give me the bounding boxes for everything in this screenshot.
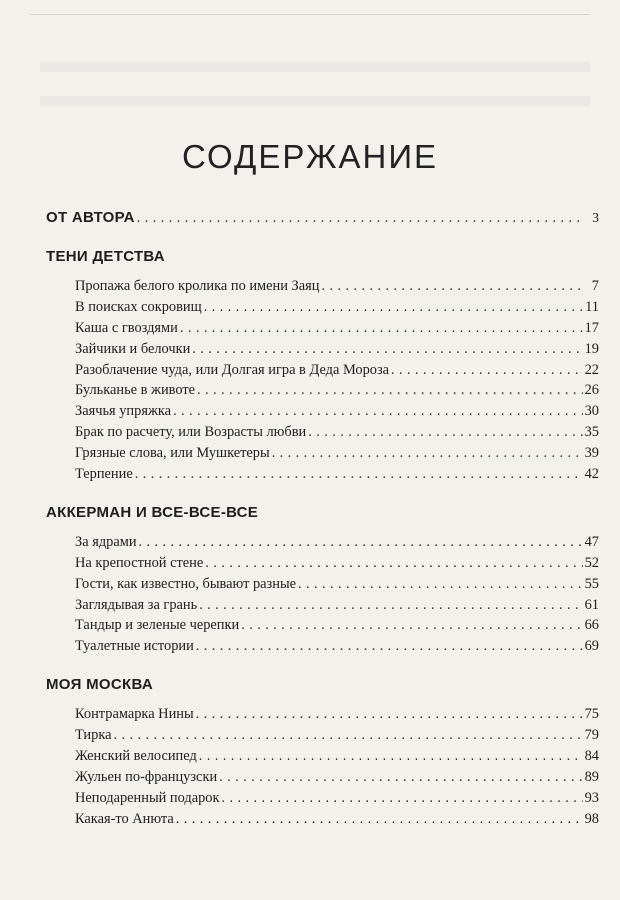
dot-leader: [197, 380, 583, 401]
dot-leader: [180, 318, 583, 339]
dot-leader: [139, 532, 583, 553]
dot-leader: [199, 746, 583, 767]
toc-entry-title: Зайчики и белочки: [75, 340, 191, 357]
toc-entry: [46, 615, 599, 636]
toc-preface-label: ОТ АВТОРА: [46, 209, 135, 226]
dot-leader: [272, 443, 583, 464]
toc-entry: [46, 574, 599, 595]
dot-leader: [135, 464, 583, 485]
toc-entry: [46, 767, 599, 788]
page-top-rule: [30, 14, 590, 15]
toc-entry-page: 84: [584, 748, 599, 765]
toc-entry-page: 66: [584, 617, 599, 634]
toc-entry-page: 11: [585, 298, 599, 315]
toc-entry-title: За ядрами: [75, 533, 137, 550]
toc-entry: [46, 443, 599, 464]
dot-leader: [137, 205, 585, 231]
toc-entry: [46, 464, 599, 485]
toc-entry-page: 19: [584, 340, 599, 357]
toc-section: [46, 672, 599, 829]
toc-entry-title: Грязные слова, или Мушкетеры: [75, 445, 270, 462]
toc-section-title: МОЯ МОСКВА: [46, 676, 153, 694]
page-title: СОДЕРЖАНИЕ: [181, 138, 439, 175]
toc-section-title: ТЕНИ ДЕТСТВА: [46, 248, 165, 265]
toc-entry-page: 17: [584, 319, 599, 336]
toc-entry-page: 61: [584, 596, 599, 613]
toc-entry-page: 75: [584, 706, 599, 723]
toc-entry-title: Туалетные истории: [75, 638, 194, 655]
toc-entry-title: Заячья упряжка: [75, 403, 172, 420]
toc-preface-entry: [46, 205, 599, 231]
toc-entry: [46, 636, 599, 657]
toc-entry-title: Контрамарка Нины: [75, 706, 194, 723]
toc-entry: [46, 595, 599, 616]
dot-leader: [204, 297, 583, 318]
toc-entry-page: 55: [584, 575, 599, 592]
toc-entry-page: 30: [584, 403, 599, 420]
toc-entry-title: Разоблачение чуда, или Долгая игра в Деда Мороза: [75, 361, 390, 378]
show-through-text: [40, 62, 590, 72]
toc-entry-page: 89: [584, 768, 599, 785]
dot-leader: [205, 553, 582, 574]
dot-leader: [199, 595, 582, 616]
toc-preface-page: 3: [592, 210, 599, 225]
toc-entry-title: На крепостной стене: [75, 554, 204, 571]
toc-entry: [46, 422, 599, 443]
toc-entry: [46, 380, 599, 401]
toc-entry-page: 22: [584, 361, 599, 378]
toc-entry-page: 93: [584, 789, 599, 806]
toc-entry: [46, 553, 599, 574]
dot-leader: [192, 339, 582, 360]
toc-section: [46, 500, 599, 657]
toc-entry: [46, 276, 599, 297]
toc-entry: [46, 339, 599, 360]
toc-entry: [46, 809, 599, 830]
toc-entry: [46, 704, 599, 725]
toc-entry-page: 39: [584, 445, 599, 462]
toc-entry: [46, 360, 599, 381]
dot-leader: [173, 401, 583, 422]
toc-entry-page: 69: [584, 638, 599, 655]
toc-entry: [46, 788, 599, 809]
dot-leader: [222, 788, 583, 809]
toc-entry: [46, 725, 599, 746]
toc-entry-title: В поисках сокровищ: [75, 298, 202, 315]
dot-leader: [308, 422, 582, 443]
toc-entry: [46, 401, 599, 422]
dot-leader: [219, 767, 582, 788]
toc-entry-title: Каша с гвоздями: [75, 319, 178, 336]
toc-entry-page: 35: [584, 424, 599, 441]
dot-leader: [391, 360, 583, 381]
toc-section: [46, 244, 599, 485]
dot-leader: [196, 636, 583, 657]
toc-entry-page: 79: [584, 727, 599, 744]
toc-entry-title: Заглядывая за грань: [75, 596, 198, 613]
toc-entry-title: Тирка: [75, 727, 112, 744]
toc-entry: [46, 297, 599, 318]
toc-entry-title: Пропажа белого кролика по имени Заяц: [75, 278, 320, 294]
dot-leader: [196, 704, 583, 725]
dot-leader: [176, 809, 583, 830]
show-through-text: [40, 96, 590, 106]
toc-entry: [46, 532, 599, 553]
dot-leader: [321, 276, 585, 297]
toc-entry-title: Женский велосипед: [75, 748, 197, 765]
toc-entry-page: 47: [584, 533, 599, 550]
toc-entry: [46, 746, 599, 767]
toc-section-title: АККЕРМАН И ВСЕ-ВСЕ-ВСЕ: [46, 503, 259, 521]
toc-entry-page: 98: [584, 810, 599, 827]
toc-entry-title: Терпение: [75, 466, 133, 483]
dot-leader: [298, 574, 583, 595]
dot-leader: [241, 615, 582, 636]
toc-entry-title: Неподаренный подарок: [75, 789, 220, 806]
toc-entry-title: Бульканье в животе: [75, 382, 196, 399]
toc-entry-page: 26: [584, 382, 599, 399]
toc-entry-page: 7: [591, 278, 599, 294]
toc-entry-title: Брак по расчету, или Возрасты любви: [75, 424, 307, 441]
toc-entry-page: 52: [584, 554, 599, 571]
toc-sections: [46, 244, 599, 830]
toc-entry-title: Тандыр и зеленые черепки: [75, 617, 240, 634]
toc-entry: [46, 318, 599, 339]
toc-entry-title: Жульен по-французски: [75, 768, 218, 785]
table-of-contents: [46, 205, 599, 830]
toc-entry-title: Какая-то Анюта: [75, 810, 174, 827]
toc-entry-page: 42: [584, 466, 599, 483]
toc-entry-title: Гости, как известно, бывают разные: [75, 575, 296, 592]
dot-leader: [114, 725, 583, 746]
